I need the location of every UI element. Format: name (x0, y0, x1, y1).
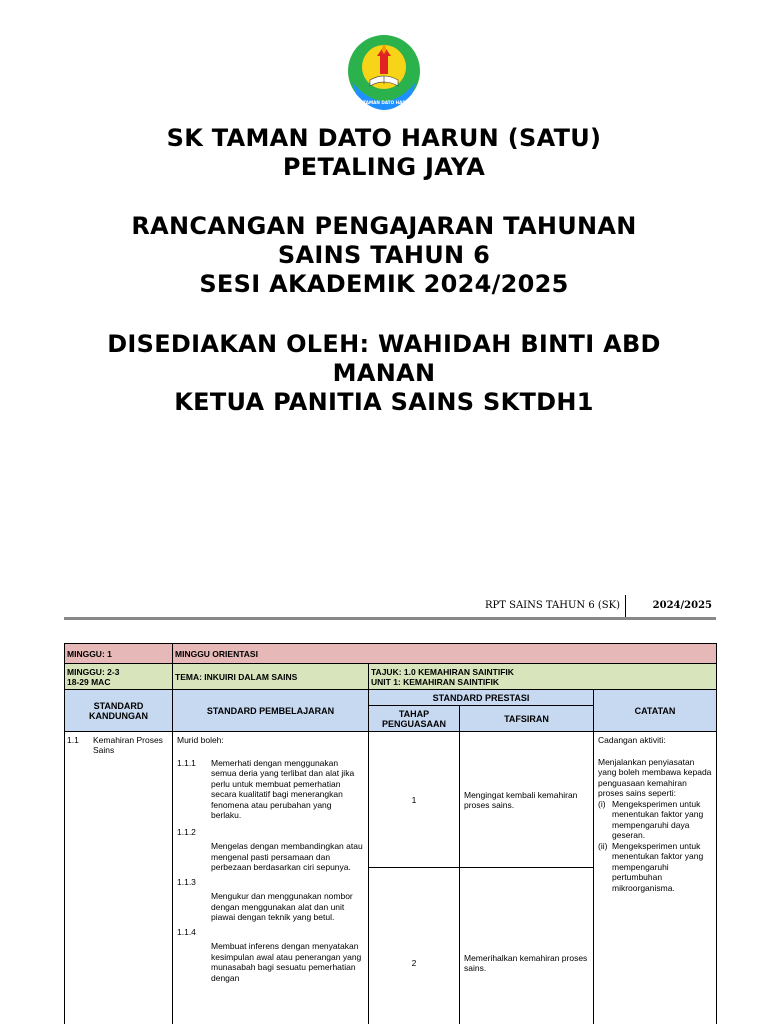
rpt-table (64, 643, 717, 1024)
sp-item (177, 841, 364, 873)
school-title (0, 124, 768, 182)
tafsiran-level-2: Memerihalkan kemahiran proses sains. (460, 868, 594, 1024)
sp-item (177, 891, 364, 923)
table-header-row1 (65, 690, 717, 706)
week2-cell (65, 664, 173, 690)
header-rule (64, 617, 716, 620)
header-separator (625, 595, 626, 617)
page-header (64, 595, 716, 619)
sp-cell (173, 732, 369, 1024)
school-crest-icon (344, 34, 424, 112)
theme-cell: TEMA: INKUIRI DALAM SAINS (173, 664, 369, 690)
catatan-cell (594, 732, 717, 1024)
tp-level-1: 1 (369, 732, 460, 868)
prepared-by-line1: DISEDIAKAN OLEH: WAHIDAH BINTI ABD (107, 330, 661, 358)
sp-item-text: Mengelas dengan membandingkan atau mengenal pasti persamaan dan perbezaan berdasarkan ciri sepunya. (211, 841, 363, 872)
sp-item (177, 758, 364, 821)
sk-cell (65, 732, 173, 1024)
header-tahap: TAHAP PENGUASAAN (369, 706, 460, 732)
sp-item (177, 941, 364, 983)
tafsiran-level-1: Mengingat kembali kemahiran proses sains. (460, 732, 594, 868)
week2-label: MINGGU: 2-3 (67, 666, 120, 677)
doc-title-line1: RANCANGAN PENGAJARAN TAHUNAN (131, 212, 637, 240)
catatan-intro: Cadangan aktiviti: (598, 735, 666, 745)
topic-cell (369, 664, 717, 690)
table-row (65, 732, 717, 868)
sk-number: 1.1 (67, 735, 79, 745)
school-logo (344, 34, 424, 112)
topic-title: TAJUK: 1.0 KEMAHIRAN SAINTIFIK (371, 666, 514, 677)
school-name: SK TAMAN DATO HARUN (SATU) (166, 124, 602, 152)
page-header-label: RPT SAINS TAHUN 6 (SK) (485, 600, 620, 611)
catatan-item-text: Mengeksperimen untuk menentukan faktor yang mempengaruhi daya geseran. (612, 798, 704, 840)
sp-item-number: 1.1.3 (177, 876, 196, 887)
tp-level-2: 2 (369, 868, 460, 1024)
prepared-by (0, 330, 768, 417)
prepared-by-line2: MANAN (332, 359, 436, 387)
school-city: PETALING JAYA (282, 153, 486, 181)
doc-title-line3: SESI AKADEMIK 2024/2025 (199, 270, 569, 298)
header-catatan: CATATAN (594, 690, 717, 732)
sp-item-number: 1.1.2 (177, 826, 196, 837)
doc-title-line2: SAINS TAHUN 6 (277, 241, 491, 269)
header-standard-kandungan: STANDARD KANDUNGAN (65, 690, 173, 732)
topic-unit: UNIT 1: KEMAHIRAN SAINTIFIK (371, 676, 499, 687)
table-row-week2 (65, 664, 717, 690)
sp-item-text: Mengukur dan menggunakan nombor dengan menggunakan alat dan unit piawai dengan teknik yang betul. (211, 891, 353, 922)
week1-cell: MINGGU: 1 (65, 644, 173, 664)
sp-intro: Murid boleh: (177, 735, 224, 745)
prepared-by-line3: KETUA PANITIA SAINS SKTDH1 (174, 388, 594, 416)
sp-item-text: Memerhati dengan menggunakan semua deria yang terlibat dan alat jika perlu untuk membuat pemerhatian secara kualitatif bagi menerangkan fenomena atau perubahan yang berlaku. (211, 757, 355, 820)
header-tafsiran: TAFSIRAN (460, 706, 594, 732)
header-standard-pembelajaran: STANDARD PEMBELAJARAN (173, 690, 369, 732)
catatan-item (598, 799, 712, 841)
table-row-week1 (65, 644, 717, 664)
svg-text:SK TAMAN DATO HARUN: SK TAMAN DATO HARUN (355, 100, 413, 105)
catatan-item-marker: (i) (598, 798, 606, 809)
catatan-item (598, 841, 712, 894)
catatan-item-text: Mengeksperimen untuk menentukan faktor yang mempengaruhi pertumbuhan mikroorganisma. (612, 840, 704, 893)
header-standard-prestasi: STANDARD PRESTASI (369, 690, 594, 706)
document-title (0, 212, 768, 299)
sp-item-number: 1.1.1 (177, 757, 196, 768)
orientation-cell: MINGGU ORIENTASI (173, 644, 717, 664)
catatan-paragraph: Menjalankan penyiasatan yang boleh membawa kepada penguasaan kemahiran proses sains seperti: (598, 756, 712, 798)
sp-item-number: 1.1.4 (177, 926, 196, 937)
catatan-item-marker: (ii) (598, 840, 608, 851)
sk-text: Kemahiran Proses Sains (93, 735, 163, 755)
page-header-year: 2024/2025 (652, 600, 712, 611)
week2-dates: 18-29 MAC (67, 676, 111, 687)
sp-item-text: Membuat inferens dengan menyatakan kesimpulan awal atau penerangan yang munasabah bagi sesuatu pemerhatian dengan (211, 941, 362, 983)
